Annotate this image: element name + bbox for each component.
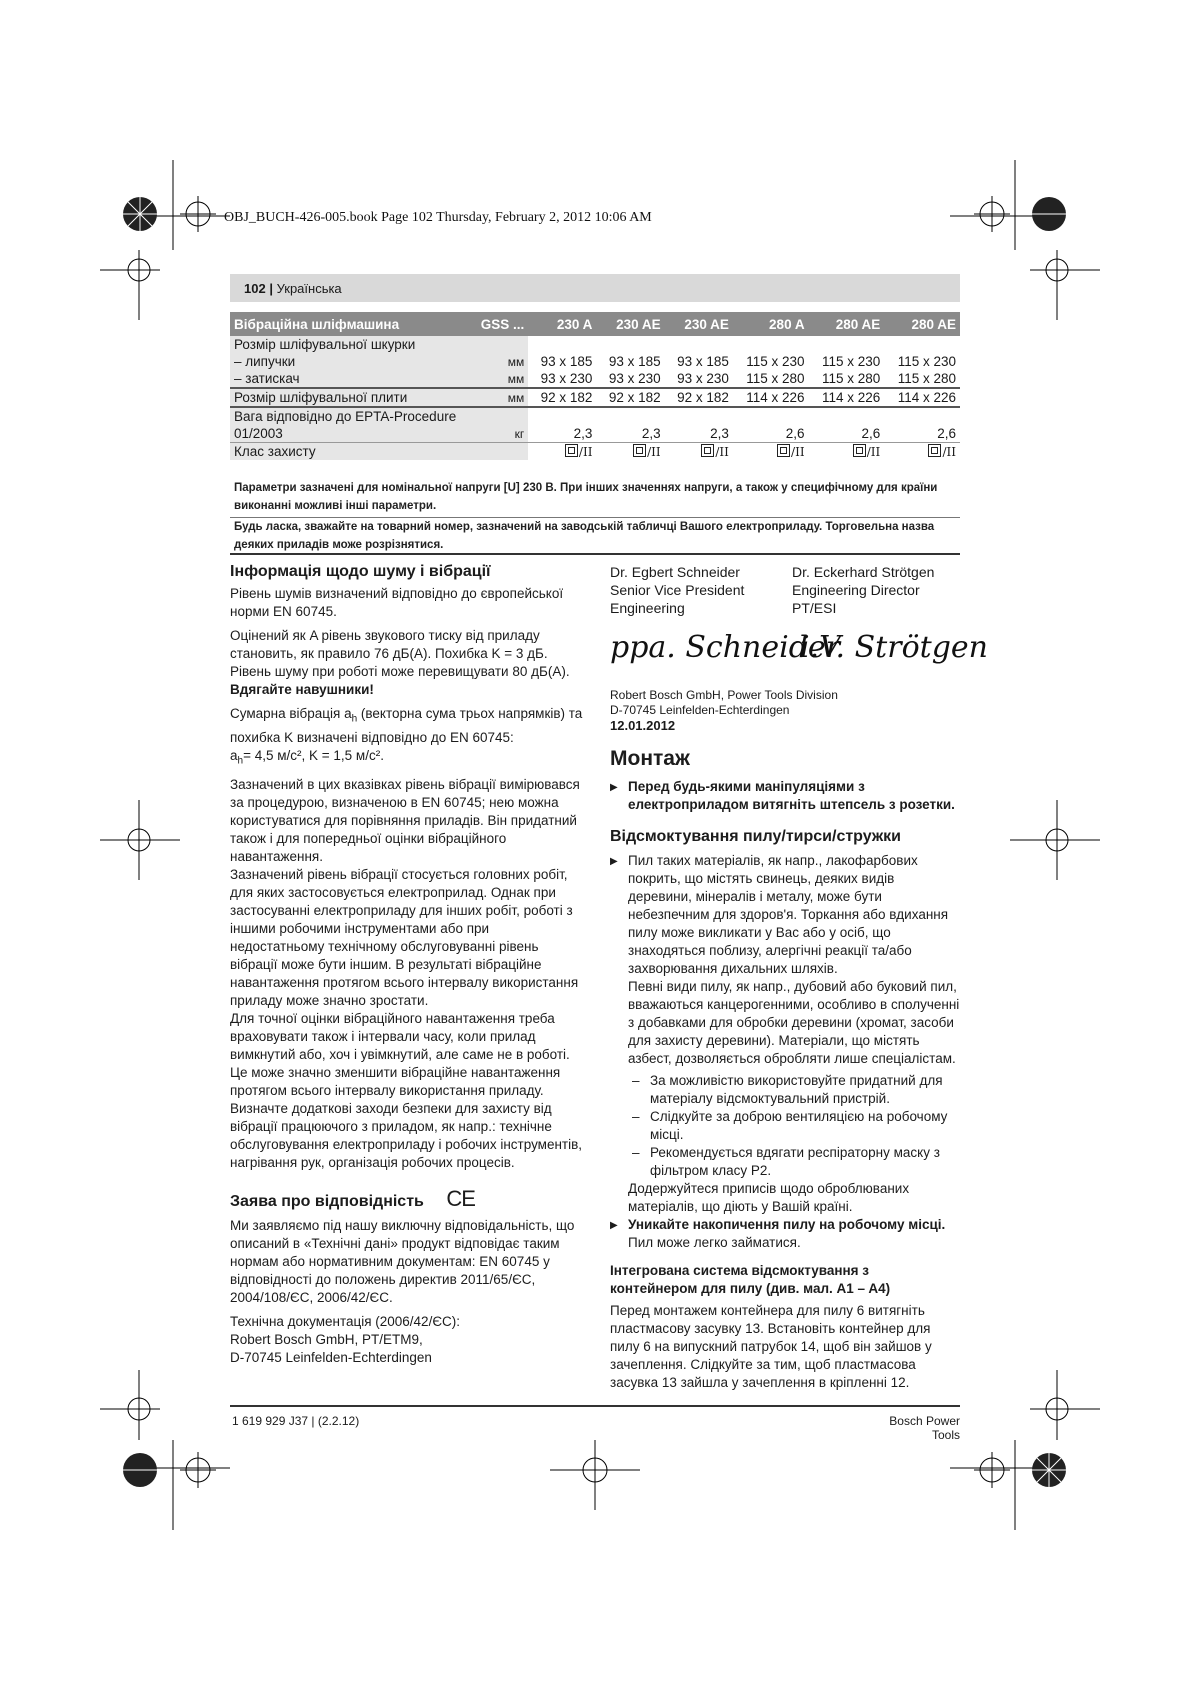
- spec-table: [230, 312, 960, 460]
- handwritten-signature-right: i.V. Strötgen: [800, 630, 988, 665]
- spec-label: 01/2003: [230, 425, 460, 443]
- list-item: – Рекомендується вдягати респіраторну маску з фільтром класу P2.: [610, 1144, 960, 1180]
- spec-cell: 2,6: [861, 426, 881, 441]
- spec-cell: 93 x 230: [540, 371, 593, 386]
- spec-cell: 92 x 182: [596, 388, 664, 407]
- spec-unit: мм: [460, 370, 528, 388]
- table-row: [230, 425, 960, 443]
- paragraph: Зазначений рівень вібрації стосується головних робіт, для яких застосовується електроприлад. Однак при застосуванні електроприладу для інших робіт, роботі з іншими робочими інструментами або при недостатньому технічному обслуговуванні рівень вібрації може бути іншим. В результаті вібраційне навантаження протягом всього інтервалу використання приладу може значно зростати.: [230, 867, 579, 1009]
- ce-mark: CE: [446, 1186, 475, 1212]
- right-column: [610, 747, 960, 1392]
- spec-label: Вага відповідно до EPTA-Procedure: [230, 407, 460, 425]
- paragraph: Певні види пилу, як напр., дубовий або буковий пил, вважаються канцерогенними, особливо в сполученні з добавками для обробки деревини (хромат, засоби для захисту деревини). Матеріали, що містять азбест, дозволяється обробляти лише спеціалістам.: [628, 979, 960, 1066]
- spec-header-col: 230 AE: [596, 312, 664, 336]
- left-column: [230, 563, 585, 1367]
- spec-header-gss: GSS ...: [460, 312, 528, 336]
- spec-label: – липучки: [230, 353, 460, 370]
- spec-header-col: 230 A: [528, 312, 596, 336]
- list-item: ▶ Пил таких матеріалів, як напр., лакофарбових покрить, що містять свинець, деяких видів деревини, мінералів і металу, може бути небезпечним для здоров'я. Торкання або вдихання пилу може викликати у Вас або у осіб, що знаходяться поблизу, алергічні реакції та/або захворювання дихальних шляхів.: [610, 852, 960, 978]
- spec-header-col: 280 AE: [809, 312, 885, 336]
- handwritten-signature-left: ppa. Schneider: [610, 630, 841, 665]
- table-row: [230, 336, 960, 353]
- footer-doc-number: 1 619 929 J37 | (2.2.12): [232, 1414, 360, 1428]
- spec-unit: мм: [460, 353, 528, 370]
- spec-unit: кг: [460, 425, 528, 443]
- paragraph: Додержуйтеся приписів щодо оброблюваних матеріалів, що діють у Вашій країні.: [628, 1181, 910, 1214]
- spec-cell: 92 x 182: [665, 388, 733, 407]
- protection-class-icon: /II: [777, 444, 805, 459]
- spec-header-col: 230 AE: [665, 312, 733, 336]
- signatory-left: [610, 563, 790, 617]
- spec-unit: мм: [460, 388, 528, 407]
- spec-label: – затискач: [230, 370, 460, 388]
- paragraph: Рівень шумів визначений відповідно до європейської норми EN 60745.: [230, 586, 564, 619]
- paragraph: Сумарна вібрація $a_h$ (векторна сума трьох напрямків) та похибка K визначені відповідно до EN 60745:: [230, 706, 583, 745]
- spec-cell: 2,3: [641, 426, 661, 441]
- company-block: Robert Bosch GmbH, Power Tools Division D-70745 Leinfelden-Echterdingen 12.01.2012: [610, 688, 838, 733]
- protection-class-icon: /II: [853, 444, 881, 459]
- spec-cell: 2,3: [573, 426, 593, 441]
- signatory-dept: PT/ESI: [792, 600, 837, 616]
- footer-brand: Bosch Power Tools: [889, 1414, 960, 1442]
- print-slug: OBJ_BUCH-426-005.book Page 102 Thursday, February 2, 2012 10:06 AM: [224, 210, 652, 225]
- paragraph: Зазначений в цих вказівках рівень вібрації вимірювався за процедурою, визначеною в EN 60745; нею можна користуватися для порівняння приладів. Він придатний також і для попередньої оцінки вібраційного навантаження.: [230, 777, 580, 865]
- list-item: – За можливістю використовуйте придатний для матеріалу відсмоктувальний пристрій.: [610, 1072, 960, 1108]
- paragraph: Визначте додаткові заходи безпеки для захисту від вібрації працюючого з приладом, як напр.: технічне обслуговування електроприладу і робочих інструментів, нагрівання рук, організація робочих процесів.: [230, 1101, 583, 1171]
- spec-header-row: [230, 312, 960, 336]
- paragraph: Оцінений як A рівень звукового тиску від приладу становить, як правило 76 дБ(A). Похибка K = 3 дБ.: [230, 628, 548, 661]
- list-item: ▶ Уникайте накопичення пилу на робочому місці. Пил може легко займатися.: [610, 1216, 960, 1252]
- protection-class-icon: /II: [928, 444, 956, 459]
- spec-cell: 93 x 185: [677, 354, 729, 369]
- table-row: [230, 388, 960, 407]
- paragraph: Robert Bosch GmbH, PT/ETM9,: [230, 1332, 423, 1348]
- signatory-name: Dr. Egbert Schneider: [610, 564, 740, 580]
- spec-header-col: 280 A: [733, 312, 809, 336]
- page-number: 102: [244, 281, 266, 296]
- footer-divider: [230, 1405, 960, 1407]
- spec-cell: 93 x 185: [608, 354, 661, 369]
- spec-cell: 115 x 230: [746, 354, 805, 369]
- spec-header-col: 280 AE: [884, 312, 960, 336]
- list-item: ▶ Перед будь-якими маніпуляціями з електроприладом витягніть штепсель з розетки.: [610, 778, 960, 814]
- paragraph: Рівень шуму при роботі може перевищувати 80 дБ(A).: [230, 664, 570, 679]
- spec-note: Будь ласка, зважайте на товарний номер, зазначений на заводській табличці Вашого електроприладу. Торговельна назва деяких приладів може розрізнятися.: [234, 521, 935, 551]
- spec-cell: 115 x 230: [897, 354, 956, 369]
- spec-cell: 92 x 182: [528, 388, 596, 407]
- signatory-right: [792, 563, 962, 617]
- paragraph: $a_h= 4,5$ м/с², K = 1,5 м/с².: [230, 747, 384, 767]
- page-language: Українська: [276, 281, 342, 296]
- section-title-noise: Інформація щодо шуму і вібрації: [230, 563, 491, 580]
- section-title-conformity: Заява про відповідність CE: [230, 1186, 475, 1212]
- protection-class-icon: /II: [633, 444, 661, 459]
- divider: [230, 553, 960, 555]
- spec-cell: 93 x 185: [540, 354, 593, 369]
- paragraph: Ми заявляємо під нашу виключну відповідальність, що описаний в «Технічні дані» продукт відповідає таким нормам або нормативним документам: EN 60745 у відповідності до положень директив 2011/65/ЄС, 2004/108/ЄС, 2006/42/ЄС.: [230, 1218, 575, 1306]
- spec-cell: 115 x 230: [821, 354, 881, 369]
- spec-cell: 115 x 280: [746, 371, 805, 386]
- signatory-dept: Engineering: [610, 600, 685, 616]
- spec-label: Клас захисту: [230, 443, 460, 461]
- spec-cell: 114 x 226: [733, 388, 809, 407]
- spec-cell: 114 x 226: [809, 388, 885, 407]
- section-title-montage: Монтаж: [610, 747, 690, 770]
- spec-cell: 93 x 230: [608, 371, 661, 386]
- signatory-name: Dr. Eckerhard Strötgen: [792, 564, 935, 580]
- spec-cell: 2,3: [710, 426, 729, 441]
- warning-text: Вдягайте навушники!: [230, 682, 374, 697]
- table-row: [230, 443, 960, 461]
- page-header: 102 | Українська: [244, 281, 342, 296]
- spec-cell: 93 x 230: [677, 371, 729, 386]
- spec-note: Параметри зазначені для номінальної напруги [U] 230 В. При інших значеннях напруги, а також у специфічному для країни виконанні можливі інші параметри.: [234, 482, 938, 512]
- spec-label: Розмір шліфувальної шкурки: [230, 336, 460, 353]
- spec-header-name: Вібраційна шліфмашина: [230, 312, 460, 336]
- spec-cell: 2,6: [937, 426, 956, 441]
- spec-cell: 114 x 226: [884, 388, 960, 407]
- spec-cell: 115 x 280: [821, 371, 881, 386]
- table-row: [230, 353, 960, 370]
- list-item: – Слідкуйте за доброю вентиляцією на робочому місці.: [610, 1108, 960, 1144]
- table-row: [230, 370, 960, 388]
- paragraph: Для точної оцінки вібраційного навантаження треба враховувати також і інтервали часу, коли прилад вимкнутий або, хоч і увімкнутий, але саме не в роботі. Це може значно зменшити вібраційне навантаження протягом всього інтервалу використання приладу.: [230, 1011, 570, 1099]
- signatory-title: Engineering Director: [792, 582, 920, 598]
- protection-class-icon: /II: [701, 444, 729, 459]
- spec-cell: 2,6: [785, 426, 805, 441]
- signatory-title: Senior Vice President: [610, 582, 745, 598]
- spec-label: Розмір шліфувальної плити: [230, 388, 460, 407]
- table-row: [230, 407, 960, 425]
- paragraph: Перед монтажем контейнера для пилу 6 витягніть пластмасову засувку 13. Встановіть контейнер для пилу 6 на випускний патрубок 14, щоб він зайшов у зачеплення. Слідкуйте за тим, щоб пластмасова засувка 13 зайшла у зачеплення в кріпленні 12.: [610, 1303, 932, 1390]
- paragraph: D-70745 Leinfelden-Echterdingen: [230, 1350, 432, 1366]
- section-title-integrated: Інтегрована система відсмоктування з контейнером для пилу (див. мал. A1 – A4): [610, 1263, 891, 1296]
- protection-class-icon: /II: [565, 444, 593, 459]
- section-title-dust: Відсмоктування пилу/тирси/стружки: [610, 828, 902, 845]
- spec-cell: 115 x 280: [897, 371, 956, 386]
- paragraph: Технічна документація (2006/42/ЄС):: [230, 1314, 461, 1330]
